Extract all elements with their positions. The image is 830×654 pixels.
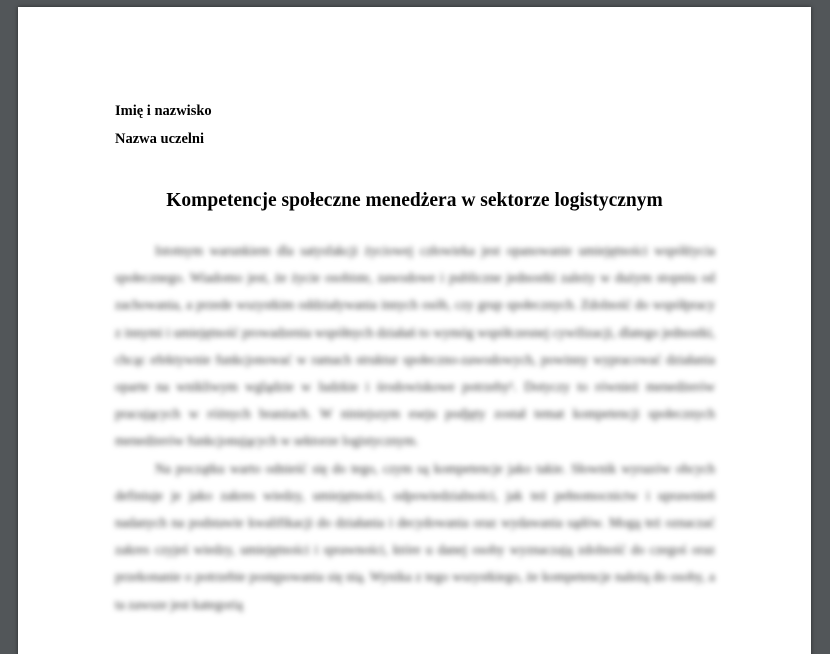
university-name: Nazwa uczelni [115, 131, 204, 147]
document-body [115, 237, 715, 618]
body-paragraph: Na początku warto odnieść się do tego, czym są kompetencje jako takie. Słownik wyrazów obcych definiuje je jako zakres wiedzy, umiejętności, odpowiedzialności, jak też pełnomocnictw i uprawnień nadanych na podstawie kwalifikacji do działania i decydowania oraz wydawania sądów. Mogą też oznaczać zakres czyjeś wiedzy, umiejętności i sprawności, które u danej osoby wyznaczają zdolność do czegoś oraz przekonanie o potrzebie postępowania się nią. Wynika z tego wszystkiego, że kompetencje należą do osoby, a ta zawsze jest kategorią [115, 460, 715, 612]
body-paragraph: Istotnym warunkiem dla satysfakcji życiowej człowieka jest opanowanie umiejętności współżycia społecznego. Wiadomo jest, że życie osobiste, zawodowe i publiczne jednostki zależy w dużym stopniu od zachowania, a przede wszystkim oddziaływania innych osób, czy grup społecznych. Zdolność do współpracy z innymi i umiejętność prowadzenia współnych działań to wymóg współczesnej cywilizacji, dlatego jednostki, chcąc efektywnie funkcjonować w ramach struktur społeczno-zawodowych, powinny wypracować działania oparte na wnikliwym wglądzie w ludzkie i środowiskowe potrzeby¹. Dotyczy to również menedżerów pracujących w różnych branżach. W niniejszym eseju podjęty został temat kompetencji społecznych menedżerów funkcjonujących w sektorze logistycznym. [115, 243, 715, 449]
document-title: Kompetencje społeczne menedżera w sektorze logistycznym [166, 190, 663, 211]
author-name: Imię i nazwisko [115, 103, 212, 119]
document-page [18, 7, 811, 654]
